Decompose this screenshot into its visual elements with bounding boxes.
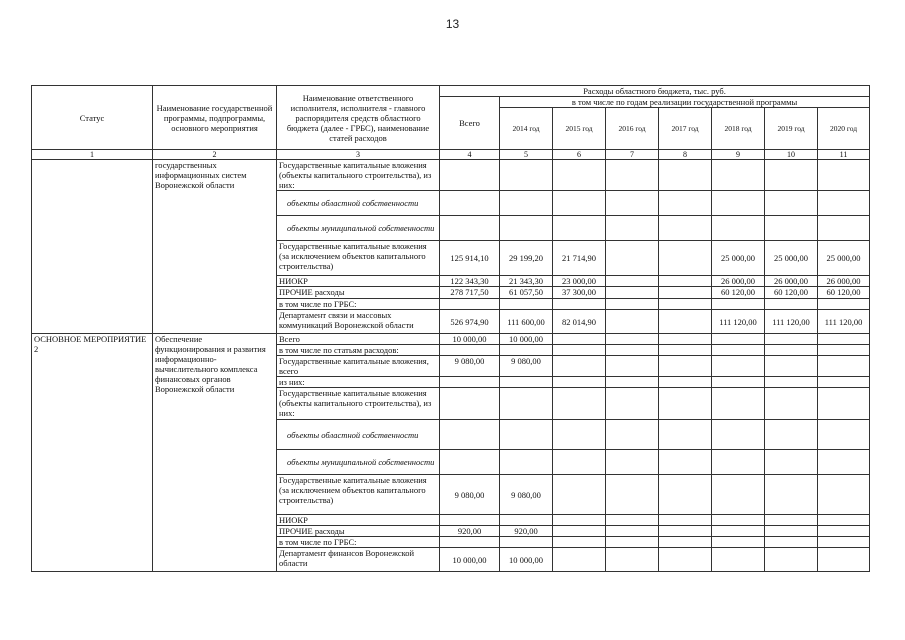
value-cell xyxy=(553,388,606,420)
expense-item-label: в том числе по ГРБС: xyxy=(277,299,440,310)
header-row xyxy=(32,86,870,97)
table-row xyxy=(32,334,870,345)
expense-item-label: Всего xyxy=(277,334,440,345)
value-cell xyxy=(440,377,500,388)
value-cell xyxy=(553,299,606,310)
value-cell: 9 080,00 xyxy=(500,356,553,377)
value-cell xyxy=(712,475,765,515)
value-cell xyxy=(712,526,765,537)
value-cell: 26 000,00 xyxy=(712,276,765,287)
value-cell xyxy=(500,515,553,526)
value-cell: 26 000,00 xyxy=(765,276,818,287)
value-cell xyxy=(659,160,712,191)
value-cell xyxy=(659,420,712,450)
value-cell xyxy=(659,241,712,276)
value-cell xyxy=(500,537,553,548)
value-cell xyxy=(606,475,659,515)
value-cell xyxy=(659,299,712,310)
value-cell xyxy=(606,287,659,299)
value-cell xyxy=(440,420,500,450)
value-cell xyxy=(712,450,765,475)
program-cell: государственных информационных систем Воронежской области xyxy=(153,160,277,334)
header-year: 2017 год xyxy=(659,108,712,150)
value-cell xyxy=(659,216,712,241)
header-year: 2014 год xyxy=(500,108,553,150)
value-cell: 29 199,20 xyxy=(500,241,553,276)
expense-item-label: ПРОЧИЕ расходы xyxy=(277,526,440,537)
expense-item-label: Государственные капитальные вложения (объекты капитального строительства), из них: xyxy=(277,388,440,420)
expense-item-label: объекты областной собственности xyxy=(277,420,440,450)
value-cell: 9 080,00 xyxy=(440,475,500,515)
value-cell: 111 120,00 xyxy=(818,310,870,334)
value-cell xyxy=(659,515,712,526)
value-cell xyxy=(440,388,500,420)
value-cell xyxy=(606,548,659,572)
value-cell xyxy=(818,334,870,345)
expense-item-label: Департамент связи и массовых коммуникаций Воронежской области xyxy=(277,310,440,334)
value-cell xyxy=(765,450,818,475)
value-cell xyxy=(765,420,818,450)
expense-item-label: из них: xyxy=(277,377,440,388)
value-cell: 111 120,00 xyxy=(712,310,765,334)
value-cell xyxy=(659,356,712,377)
value-cell xyxy=(500,450,553,475)
value-cell xyxy=(818,388,870,420)
value-cell xyxy=(659,276,712,287)
column-number: 2 xyxy=(153,150,277,160)
value-cell: 25 000,00 xyxy=(818,241,870,276)
value-cell xyxy=(818,450,870,475)
value-cell xyxy=(606,450,659,475)
header-year: 2020 год xyxy=(818,108,870,150)
value-cell xyxy=(553,450,606,475)
value-cell xyxy=(606,526,659,537)
value-cell xyxy=(818,299,870,310)
value-cell xyxy=(500,388,553,420)
value-cell: 82 014,90 xyxy=(553,310,606,334)
value-cell: 9 080,00 xyxy=(500,475,553,515)
value-cell xyxy=(553,216,606,241)
header-year: 2015 год xyxy=(553,108,606,150)
value-cell xyxy=(659,287,712,299)
value-cell xyxy=(712,216,765,241)
value-cell xyxy=(659,388,712,420)
value-cell xyxy=(659,377,712,388)
value-cell xyxy=(712,537,765,548)
value-cell xyxy=(553,515,606,526)
value-cell xyxy=(712,334,765,345)
value-cell: 25 000,00 xyxy=(765,241,818,276)
value-cell xyxy=(553,377,606,388)
value-cell xyxy=(440,515,500,526)
value-cell: 10 000,00 xyxy=(440,334,500,345)
value-cell xyxy=(659,526,712,537)
value-cell xyxy=(712,388,765,420)
value-cell: 111 120,00 xyxy=(765,310,818,334)
value-cell xyxy=(553,420,606,450)
column-number: 5 xyxy=(500,150,553,160)
value-cell xyxy=(606,515,659,526)
value-cell: 10 000,00 xyxy=(500,334,553,345)
expense-item-label: Государственные капитальные вложения (за исключением объектов капитального строительства) xyxy=(277,475,440,515)
value-cell xyxy=(440,299,500,310)
header-by-years: в том числе по годам реализации государственной программы xyxy=(500,97,870,108)
value-cell xyxy=(606,276,659,287)
value-cell xyxy=(712,160,765,191)
value-cell: 61 057,50 xyxy=(500,287,553,299)
value-cell xyxy=(659,537,712,548)
value-cell xyxy=(659,345,712,356)
header-program-name: Наименование государственной программы, подпрограммы, основного мероприятия xyxy=(153,86,277,150)
expense-item-label: в том числе по статьям расходов: xyxy=(277,345,440,356)
column-number: 11 xyxy=(818,150,870,160)
value-cell xyxy=(553,475,606,515)
value-cell xyxy=(440,191,500,216)
expense-item-label: Государственные капитальные вложения (объекты капитального строительства), из них: xyxy=(277,160,440,191)
budget-table xyxy=(31,85,870,572)
value-cell xyxy=(606,160,659,191)
expense-item-label: объекты областной собственности xyxy=(277,191,440,216)
value-cell xyxy=(606,420,659,450)
value-cell xyxy=(765,334,818,345)
value-cell xyxy=(818,526,870,537)
value-cell xyxy=(765,526,818,537)
value-cell xyxy=(553,160,606,191)
value-cell xyxy=(659,191,712,216)
value-cell xyxy=(765,537,818,548)
value-cell xyxy=(500,160,553,191)
value-cell xyxy=(500,377,553,388)
program-cell: Обеспечение функционирования и развития информационно-вычислительного комплекса финансовых органов Воронежской области xyxy=(153,334,277,572)
value-cell: 920,00 xyxy=(500,526,553,537)
value-cell xyxy=(500,420,553,450)
value-cell xyxy=(765,356,818,377)
value-cell: 122 343,30 xyxy=(440,276,500,287)
value-cell xyxy=(765,191,818,216)
column-number: 4 xyxy=(440,150,500,160)
header-year: 2018 год xyxy=(712,108,765,150)
value-cell xyxy=(659,475,712,515)
value-cell: 26 000,00 xyxy=(818,276,870,287)
value-cell xyxy=(818,377,870,388)
value-cell xyxy=(818,191,870,216)
value-cell xyxy=(712,356,765,377)
column-number: 1 xyxy=(32,150,153,160)
value-cell xyxy=(500,191,553,216)
value-cell: 10 000,00 xyxy=(500,548,553,572)
value-cell xyxy=(765,299,818,310)
column-number: 8 xyxy=(659,150,712,160)
value-cell xyxy=(606,310,659,334)
header-year: 2019 год xyxy=(765,108,818,150)
column-number: 9 xyxy=(712,150,765,160)
value-cell xyxy=(765,548,818,572)
value-cell xyxy=(765,160,818,191)
expense-item-label: Департамент финансов Воронежской области xyxy=(277,548,440,572)
value-cell xyxy=(765,216,818,241)
value-cell: 23 000,00 xyxy=(553,276,606,287)
value-cell xyxy=(712,377,765,388)
value-cell xyxy=(606,537,659,548)
value-cell xyxy=(606,377,659,388)
header-executor: Наименование ответственного исполнителя, исполнителя - главного распорядителя средств областного бюджета (далее - ГРБС), наименование статей расходов xyxy=(277,86,440,150)
value-cell xyxy=(765,475,818,515)
column-number: 7 xyxy=(606,150,659,160)
value-cell xyxy=(765,388,818,420)
header-expenses: Расходы областного бюджета, тыс. руб. xyxy=(440,86,870,97)
value-cell: 21 714,90 xyxy=(553,241,606,276)
value-cell: 111 600,00 xyxy=(500,310,553,334)
value-cell xyxy=(553,345,606,356)
value-cell xyxy=(553,526,606,537)
value-cell xyxy=(818,537,870,548)
column-number: 6 xyxy=(553,150,606,160)
value-cell xyxy=(500,216,553,241)
value-cell xyxy=(765,515,818,526)
expense-item-label: Государственные капитальные вложения (за исключением объектов капитального строительства) xyxy=(277,241,440,276)
value-cell xyxy=(553,537,606,548)
value-cell xyxy=(818,475,870,515)
value-cell: 25 000,00 xyxy=(712,241,765,276)
value-cell: 278 717,50 xyxy=(440,287,500,299)
value-cell xyxy=(818,356,870,377)
value-cell xyxy=(659,450,712,475)
value-cell xyxy=(500,345,553,356)
value-cell xyxy=(712,299,765,310)
value-cell xyxy=(818,548,870,572)
value-cell xyxy=(818,160,870,191)
value-cell xyxy=(553,191,606,216)
expense-item-label: объекты муниципальной собственности xyxy=(277,216,440,241)
value-cell xyxy=(606,299,659,310)
value-cell xyxy=(440,160,500,191)
header-total: Всего xyxy=(440,97,500,150)
status-cell: ОСНОВНОЕ МЕРОПРИЯТИЕ 2 xyxy=(32,334,153,572)
value-cell xyxy=(818,420,870,450)
value-cell xyxy=(440,537,500,548)
value-cell xyxy=(606,356,659,377)
expense-item-label: Государственные капитальные вложения, всего xyxy=(277,356,440,377)
value-cell xyxy=(765,345,818,356)
value-cell: 60 120,00 xyxy=(712,287,765,299)
value-cell xyxy=(606,216,659,241)
header-year: 2016 год xyxy=(606,108,659,150)
value-cell xyxy=(606,388,659,420)
value-cell xyxy=(818,216,870,241)
value-cell: 37 300,00 xyxy=(553,287,606,299)
value-cell xyxy=(606,191,659,216)
expense-item-label: объекты муниципальной собственности xyxy=(277,450,440,475)
value-cell xyxy=(712,191,765,216)
value-cell xyxy=(659,548,712,572)
value-cell xyxy=(553,334,606,345)
value-cell: 60 120,00 xyxy=(818,287,870,299)
expense-item-label: НИОКР xyxy=(277,515,440,526)
value-cell xyxy=(553,356,606,377)
value-cell xyxy=(765,377,818,388)
value-cell xyxy=(440,450,500,475)
value-cell xyxy=(712,515,765,526)
status-cell xyxy=(32,160,153,334)
value-cell: 21 343,30 xyxy=(500,276,553,287)
column-number: 3 xyxy=(277,150,440,160)
value-cell: 920,00 xyxy=(440,526,500,537)
value-cell xyxy=(440,345,500,356)
value-cell xyxy=(712,345,765,356)
value-cell xyxy=(712,548,765,572)
value-cell xyxy=(553,548,606,572)
value-cell xyxy=(712,420,765,450)
value-cell xyxy=(606,345,659,356)
value-cell: 9 080,00 xyxy=(440,356,500,377)
value-cell xyxy=(500,299,553,310)
value-cell xyxy=(818,345,870,356)
value-cell: 125 914,10 xyxy=(440,241,500,276)
expense-item-label: ПРОЧИЕ расходы xyxy=(277,287,440,299)
value-cell: 526 974,90 xyxy=(440,310,500,334)
table-row xyxy=(32,160,870,191)
value-cell xyxy=(606,334,659,345)
column-number: 10 xyxy=(765,150,818,160)
value-cell xyxy=(659,310,712,334)
value-cell xyxy=(659,334,712,345)
page-number: 13 xyxy=(445,17,460,31)
header-status: Статус xyxy=(32,86,153,150)
column-numbers-row xyxy=(32,150,870,160)
value-cell xyxy=(606,241,659,276)
value-cell xyxy=(440,216,500,241)
value-cell: 60 120,00 xyxy=(765,287,818,299)
expense-item-label: в том числе по ГРБС: xyxy=(277,537,440,548)
value-cell xyxy=(818,515,870,526)
expense-item-label: НИОКР xyxy=(277,276,440,287)
value-cell: 10 000,00 xyxy=(440,548,500,572)
